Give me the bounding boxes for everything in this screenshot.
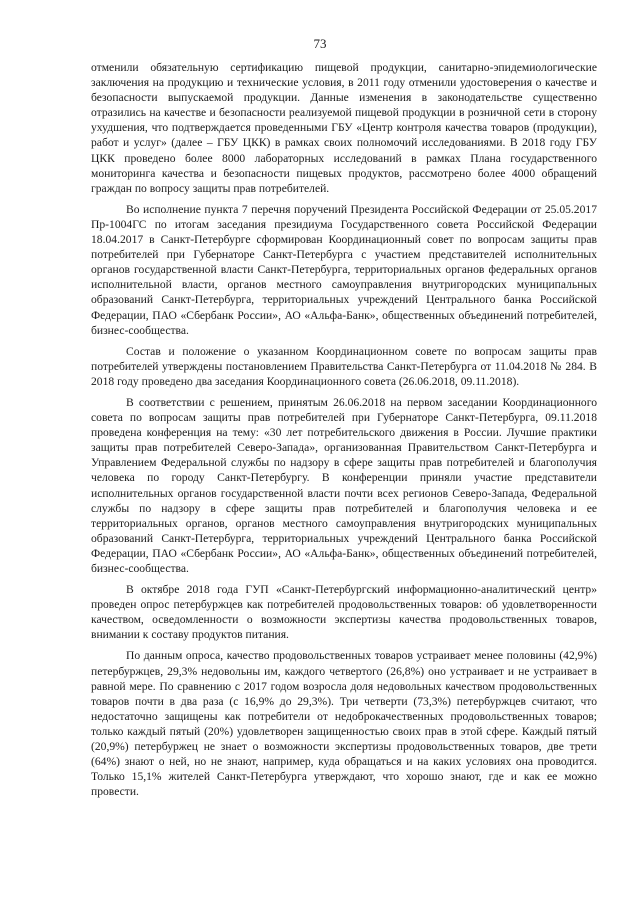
- paragraph-certification-changes: отменили обязательную сертификацию пищевой продукции, санитарно-эпидемиологические заключения на продукцию и технические условия, в 2011 году отменили удостоверения о качестве и безопасности выпускаемой продукции. Данные изменения в законодательстве существенно отразились на качестве и безопасности реализуемой пищевой продукции в розничной сети в сторону ухудшения, что подтверждается проведенными ГБУ «Центр контроля качества товаров (продукции), работ и услуг» (далее – ГБУ ЦКК) в рамках своих полномочий исследованиями. В 2018 году ГБУ ЦКК проведено более 8000 лабораторных исследований в рамках Плана государственного мониторинга качества и безопасности пищевых продуктов, рассмотрено более 4000 обращений граждан по вопросу защиты прав потребителей.: [91, 61, 597, 195]
- paragraph-council-composition: Состав и положение о указанном Координационном совете по вопросам защиты прав потребителей утверждены постановлением Правительства Санкт-Петербурга от 11.04.2018 № 284. В 2018 году проведено два заседания Координационного совета (26.06.2018, 09.11.2018).: [91, 344, 597, 388]
- paragraph-survey: В октябре 2018 года ГУП «Санкт-Петербургский информационно-аналитический центр» проведен опрос петербуржцев как потребителей продовольственных товаров: об удовлетворенности качеством, осведомленности о возможности экспертизы качества продовольственных товаров, внимании к составу продуктов питания.: [91, 583, 597, 642]
- paragraph-conference: В соответствии с решением, принятым 26.06.2018 на первом заседании Координационного совета по вопросам защиты прав потребителей при Губернаторе Санкт-Петербурга, 09.11.2018 проведена конференция на тему: «30 лет потребительского движения в России. Лучшие практики защиты прав потребителей Северо-Запада», организованная Правительством Санкт-Петербурга и Управлением Федеральной службы по надзору в сфере защиты прав потребителей и благополучия человека по городу Санкт-Петербургу. В конференции приняли участие представители исполнительных органов государственной власти почти всех регионов Северо-Запада, Федеральной службы по надзору в сфере защиты прав потребителей и благополучия человека и ее территориальных органов, органов местного самоуправления внутригородских муниципальных образований Санкт-Петербурга, территориальных учреждений Центрального банка Российской Федерации, ПАО «Сбербанк России», АО «Альфа-Банк», общественных объединений потребителей, бизнес-сообщества.: [91, 395, 597, 575]
- paragraph-coordination-council: Во исполнение пункта 7 перечня поручений Президента Российской Федерации от 25.05.2017 Пр-1004ГС по итогам заседания президиума Государственного совета Российской Федерации 18.04.2017 в Санкт-Петербурге сформирован Координационный совет по вопросам защиты прав потребителей при Губернаторе Санкт-Петербурга с участием представителей исполнительных органов государственной власти Санкт-Петербурга, территориальных органов федеральных органов исполнительной власти, органов местного самоуправления внутригородских муниципальных образований Санкт-Петербурга, территориальных учреждений Центрального банка Российской Федерации, ПАО «Сбербанк России», АО «Альфа-Банк», общественных объединений потребителей, бизнес-сообщества.: [91, 202, 597, 337]
- paragraph-survey-results: По данным опроса, качество продовольственных товаров устраивает менее половины (42,9%) петербуржцев, 29,3% недовольны им, каждого четвертого (26,8%) оно устраивает и не устраивает в равной мере. По сравнению с 2017 годом возросла доля недовольных качеством продовольственных товаров почти в два раза (с 16,9% до 29,3%). Три четверти (73,3%) петербуржцев считают, что недостаточно защищены как потребители от недоброкачественных продовольственных товаров; только каждый пятый (20%) удовлетворен защищенностью своих прав в этой сфере. Каждый пятый (20,9%) петербуржец не знает о возможности экспертизы продовольственных товаров, две трети (64%) знают о ней, но не знают, например, куда обращаться и на каких условиях она проводится. Только 15,1% жителей Санкт-Петербурга утверждают, что хорошо знают, где и как ее можно провести.: [91, 649, 597, 799]
- document-body: [91, 60, 597, 805]
- page-number: 73: [313, 36, 327, 51]
